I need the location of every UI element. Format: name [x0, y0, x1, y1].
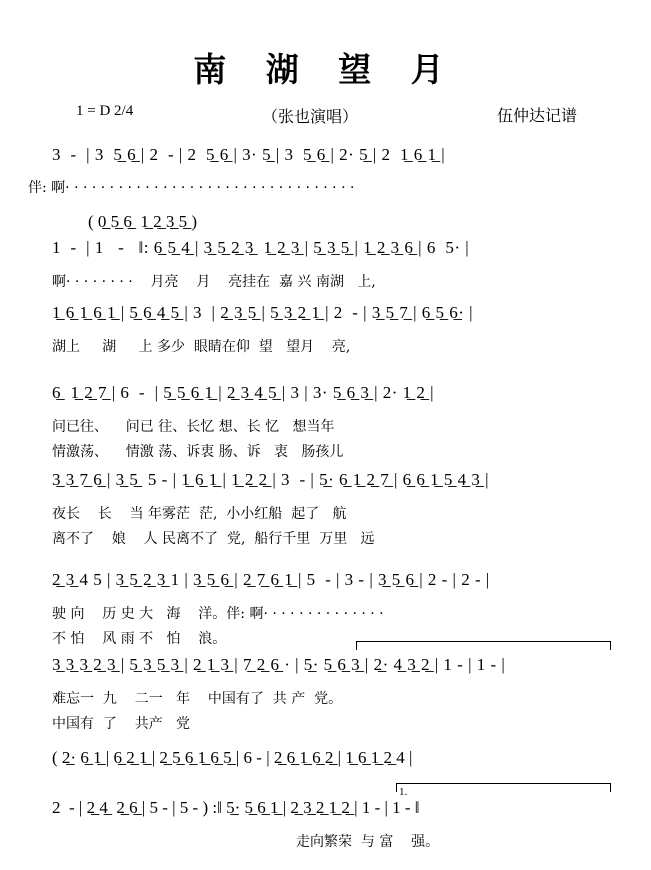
first-ending-number: 1. [399, 786, 408, 798]
notation-line: 1̲ 6̲ 1̲ 6̲ 1̲ | 5̲ 6̲ 4̲ 5̲ | 3 | 2̲ 3̲ 5̲ | 5̲ 3̲ 2̲ 1̲ | 2 - | 3̲ 5̲ 7̲ | 6̲ 5̲ 6̲· | [52, 303, 474, 322]
lyrics-line-verse-1: 夜长 长 当 年雾茫 茫, 小小红船 起了 航 [52, 506, 347, 522]
final-ending-bracket-left-tick [396, 783, 397, 792]
lyrics-line: 走向繁荣 与 富 强。 [296, 834, 440, 850]
ending-bracket-rule [356, 641, 611, 642]
performer-credit: （张也演唱） [262, 107, 359, 126]
page-title: 南 湖 望 月 [193, 50, 458, 89]
ending-bracket-right-tick [610, 641, 611, 650]
notation-line: ( 2̲· 6̲ 1̲ | 6̲ 2̲ 1̲ | 2̲ 5̲ 6̲ 1̲ 6̲ 5̲ | 6 - | 2̲ 6̲ 1̲ 6̲ 2̲ | 1̲ 6̲ 1̲ 2̲ 4 | [52, 748, 413, 767]
lyrics-line-verse-1: 问已往、 问已 往、长忆 想、长 忆 想当年 [52, 419, 335, 435]
notation-line: 2̲ 3̲ 4 5 | 3̲ 5̲ 2̲ 3̲ 1 | 3̲ 5̲ 6̲ | 2̲ 7̲ 6̲ 1̲ | 5 - | 3 - | 3̲ 5̲ 6̲ | 2 - | 2 - | [52, 570, 490, 589]
final-ending-bracket-right-tick [610, 783, 611, 792]
lyrics-line-verse-1: 难忘一 九 二一 年 中国有了 共 产 党。 [52, 691, 343, 707]
lyrics-line-verse-2: 离不了 娘 人 民离不了 党, 船行千里 万里 远 [52, 531, 375, 547]
lyrics-line-verse-2: 不 怕 风 雨 不 怕 浪。 [52, 631, 227, 647]
notation-line: 1 - | 1 - ‖: 6̲ 5̲ 4̲ | 3̲ 5̲ 2̲ 3̲ 1̲ 2̲ 3̲ | 5̲ 3̲ 5̲ | 1̲ 2̲ 3̲ 6̲ | 6 5· | [52, 238, 470, 257]
ending-bracket-left-tick [356, 641, 357, 650]
lyrics-line-verse-1: 驶 向 历 史 大 海 洋。伴: 啊· · · · · · · · · · · · · · [52, 606, 384, 622]
lyrics-line-verse-2: 情激荡、 情激 荡、诉衷 肠、诉 衷 肠孩儿 [52, 444, 344, 460]
lyrics-line: 湖上 湖 上 多少 眼睛在仰 望 望月 亮, [52, 339, 351, 355]
final-ending-bracket-rule [396, 783, 611, 784]
lyrics-line: 伴: 啊· · · · · · · · · · · · · · · · · · · · · · · · · · · · · · · · · [28, 180, 355, 196]
lyrics-line-verse-2: 中国有 了 共产 党 [52, 716, 191, 732]
notation-line: 3̲ 3̲ 3̲ 2̲ 3̲ | 5̲ 3̲ 5̲ 3̲ | 2̲ 1̲ 3̲ | 7̲ 2̲ 6̲ · | 5̲· 5̲ 6̲ 3̲ | 2̲· 4̲ 3̲ 2̲ | 1 - | 1 - | [52, 655, 506, 674]
notation-line: 3̲ 3̲ 7̲ 6̲ | 3̲ 5̲ 5 - | 1̲ 6̲ 1̲ | 1̲ 2̲ 2̲ | 3 - | 5̲· 6̲ 1̲ 2̲ 7̲ | 6̲ 6̲ 1̲ 5̲ 4̲ 3̲ | [52, 470, 490, 489]
key-and-meter: 1 = D 2/4 [76, 103, 134, 119]
notation-line: 3 - | 3 5̲ 6̲ | 2 - | 2 5̲ 6̲ | 3· 5̲ | 3 5̲ 6̲ | 2· 5̲ | 2 1̲ 6̲ 1̲ | [52, 145, 446, 164]
notation-line: 6̲ 1̲ 2̲ 7̲ | 6 - | 5̲ 5̲ 6̲ 1̲ | 2̲ 3̲ 4̲ 5̲ | 3 | 3· 5̲ 6̲ 3̲ | 2· 1̲ 2̲ | [52, 383, 435, 402]
transcriber-credit: 伍仲达记谱 [497, 106, 578, 125]
lyrics-line: 啊· · · · · · · · 月亮 月 亮挂在 嘉 兴 南湖 上, [52, 274, 376, 290]
notation-line: ( 0̲ 5̲ 6̲ 1̲ 2̲ 3̲ 5̲ ) [88, 212, 198, 231]
notation-line: 2 - | 2̲ 4̲ 2̲ 6̲ | 5 - | 5 - ) :‖ 5̲· 5̲ 6̲ 1̲ | 2̲ 3̲ 2̲ 1̲ 2̲ | 1 - | 1 - ‖ [52, 798, 420, 817]
